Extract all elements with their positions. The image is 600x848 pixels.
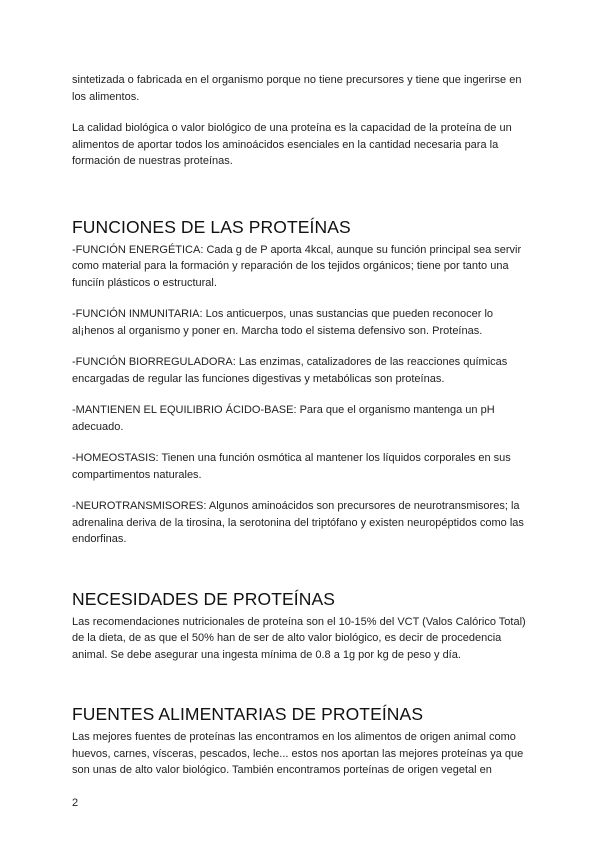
page-number: 2 bbox=[72, 797, 79, 809]
section-heading-funciones: FUNCIONES DE LAS PROTEÍNAS bbox=[72, 216, 351, 237]
funcion-item: -MANTIENEN EL EQUILIBRIO ÁCIDO-BASE: Para que el organismo mantenga un pH adecuado. bbox=[72, 404, 495, 433]
section-heading-fuentes: FUENTES ALIMENTARIAS DE PROTEÍNAS bbox=[72, 704, 424, 724]
section-heading-necesidades: NECESIDADES DE PROTEÍNAS bbox=[72, 588, 336, 609]
funcion-item: -FUNCIÓN ENERGÉTICA: Cada g de P aporta 4kcal, aunque su función principal sea servir como material para la formación y reparación de los tejidos orgánicos; tiene por tanto una funciín plásticos o estructural. bbox=[72, 243, 522, 289]
intro-paragraph-2: La calidad biológica o valor biológico de una proteína es la capacidad de la proteína de un alimentos de aportar todos los aminoácidos esenciales en la cantidad necesaria para la formación de nuestras proteínas. bbox=[72, 122, 512, 167]
necesidades-paragraph: Las recomendaciones nutricionales de proteína son el 10-15% del VCT (Valos Calórico Total) de la dieta, de as que el 50% han de ser de alto valor biológico, es decir de procedencia animal. Se debe asegurar una ingesta mínima de 0.8 a 1g por kg de peso y día. bbox=[72, 615, 526, 661]
funcion-item: -FUNCIÓN INMUNITARIA: Los anticuerpos, unas sustancias que pueden reconocer lo al¡henos al organismo y poner en. Marcha todo el sistema defensivo son. Proteínas. bbox=[72, 308, 494, 337]
funcion-item: -FUNCIÓN BIORREGULADORA: Las enzimas, catalizadores de las reacciones químicas encargadas de regular las funciones digestivas y metabólicas son proteínas. bbox=[72, 356, 508, 385]
funcion-item: -NEUROTRANSMISORES: Algunos aminoácidos son precursores de neurotransmisores; la adrenalina deriva de la tirosina, la serotonina del triptófano y existen neuropéptidos como las endorfinas. bbox=[72, 500, 524, 545]
fuentes-paragraph: Las mejores fuentes de proteínas las encontramos en los alimentos de origen animal como huevos, carnes, vísceras, pescados, leche... estos nos aportan las mejores proteínas ya que son unas de alto valor biológico. También encontramos porteínas de origen vegetal en bbox=[72, 731, 524, 776]
page-content bbox=[72, 72, 532, 779]
intro-paragraph-1: sintetizada o fabricada en el organismo porque no tiene precursores y tiene que ingerirse en los alimentos. bbox=[72, 74, 522, 103]
funcion-item: -HOMEOSTASIS: Tienen una función osmótica al mantener los líquidos corporales en sus compartimentos naturales. bbox=[72, 452, 511, 481]
